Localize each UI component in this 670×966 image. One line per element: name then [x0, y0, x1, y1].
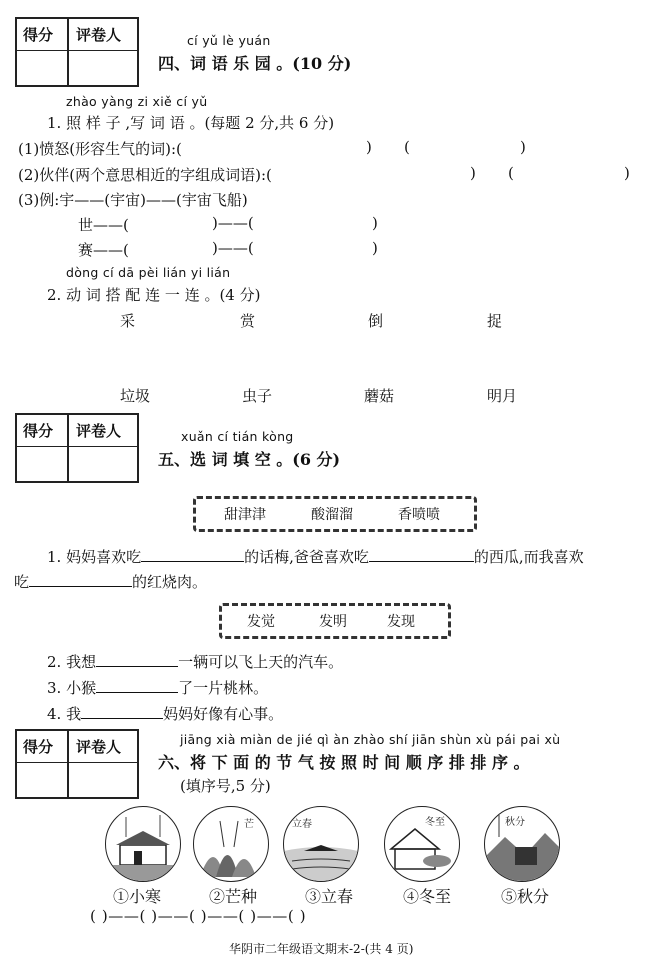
- s2-part: 一辆可以飞上天的汽车。: [178, 653, 344, 671]
- grader-label: 评卷人: [76, 738, 122, 756]
- q2-pinyin: dòng cí dā pèi lián yi lián: [66, 265, 231, 280]
- section6-pinyin: jiāng xià miàn de jié qì àn zhào shí jiān shùn xù pái pai xù: [180, 732, 561, 747]
- solar-term-label: ①小寒: [113, 887, 162, 906]
- q1-item1-open2: (: [404, 138, 410, 156]
- q1-item2-close2: ): [624, 164, 630, 182]
- section4-title: 四、词 语 乐 园 。(10 分): [158, 54, 352, 73]
- section5-title: 五、选 词 填 空 。(6 分): [158, 450, 341, 469]
- fill-blank[interactable]: [96, 652, 178, 667]
- verb-item: 倒: [368, 312, 384, 330]
- svg-text:秋分: 秋分: [505, 817, 525, 828]
- word-option: 发觉: [247, 614, 275, 630]
- fill-blank[interactable]: [81, 704, 163, 719]
- fill-blank[interactable]: [29, 572, 132, 587]
- section6-title: 六、将 下 面 的 节 气 按 照 时 间 顺 序 排 排 序 。: [158, 753, 530, 772]
- q1-item1-close2: ): [520, 138, 526, 156]
- s1-part: 的话梅,爸爸喜欢吃: [244, 548, 369, 566]
- verb-item: 赏: [240, 312, 256, 330]
- s1-part: 的红烧肉。: [132, 573, 208, 591]
- noun-item: 虫子: [242, 387, 273, 405]
- q1-row-b-end: ): [372, 239, 378, 257]
- word-option: 酸溜溜: [311, 507, 353, 523]
- q1-item2-open2: (: [508, 164, 514, 182]
- score-box: [15, 729, 139, 799]
- score-label: 得分: [23, 738, 54, 756]
- s4-part: 4. 我: [47, 705, 82, 723]
- grader-label: 评卷人: [76, 422, 122, 440]
- s1-line1: [47, 546, 584, 567]
- q1-item2-close: ): [470, 164, 476, 182]
- noun-item: 明月: [487, 387, 518, 405]
- s2-part: 2. 我想: [47, 653, 97, 671]
- s3-part: 3. 小猴: [47, 679, 97, 697]
- word-option: 发现: [387, 614, 415, 630]
- fill-blank[interactable]: [141, 547, 244, 562]
- s2-line: [47, 651, 343, 672]
- fill-blank[interactable]: [96, 678, 178, 693]
- fill-blank[interactable]: [369, 547, 474, 562]
- word-option: 发明: [319, 614, 347, 630]
- s1-part: 的西瓜,而我喜欢: [473, 548, 584, 566]
- solar-term-label: ②芒种: [209, 887, 258, 906]
- q1-row-a-mid: )——(: [212, 214, 254, 232]
- autumn-scene-image: [484, 806, 560, 882]
- section4-pinyin: cí yǔ lè yuán: [187, 33, 271, 48]
- score-label: 得分: [23, 26, 54, 44]
- q1-row-a: 世——(: [78, 216, 129, 234]
- q1-item2: (2)伙伴(两个意思相近的字组成词语):(: [18, 166, 272, 184]
- solar-term-label: ③立春: [305, 887, 354, 906]
- q1-item1-close: ): [366, 138, 372, 156]
- verb-item: 采: [120, 312, 136, 330]
- order-answer-row[interactable]: ( )——( )——( )——( )——( ): [90, 907, 307, 925]
- noun-item: 垃圾: [120, 387, 151, 405]
- winter-solstice-image: [384, 806, 460, 882]
- score-box: [15, 413, 139, 483]
- s1-line2: [14, 571, 207, 592]
- noun-item: 蘑菇: [364, 387, 395, 405]
- s4-part: 妈妈好像有心事。: [163, 705, 284, 723]
- word-option: 香喷喷: [398, 507, 440, 523]
- word-choice-box: [193, 496, 477, 532]
- spring-river-image: [283, 806, 359, 882]
- q1-row-b: 赛——(: [78, 241, 129, 259]
- section6-sub: (填序号,5 分): [180, 777, 271, 795]
- word-choice-box: [219, 603, 451, 639]
- wheat-field-image: [193, 806, 269, 882]
- svg-text:芒: 芒: [244, 819, 254, 830]
- section5-pinyin: xuǎn cí tián kòng: [181, 429, 294, 444]
- word-option: 甜津津: [224, 507, 266, 523]
- q1-row-b-mid: )——(: [212, 239, 254, 257]
- q2-text: 2. 动 词 搭 配 连 一 连 。(4 分): [47, 286, 261, 304]
- s4-line: [47, 703, 283, 724]
- svg-text:立春: 立春: [292, 819, 312, 830]
- solar-term-label: ⑤秋分: [501, 887, 550, 906]
- score-label: 得分: [23, 422, 54, 440]
- q1-pinyin: zhào yàng zi xiě cí yǔ: [66, 94, 208, 109]
- s3-line: [47, 677, 268, 698]
- winter-scene-image: [105, 806, 181, 882]
- q1-item1: (1)愤怒(形容生气的词):(: [18, 140, 182, 158]
- s1-part: 1. 妈妈喜欢吃: [47, 548, 142, 566]
- s3-part: 了一片桃林。: [178, 679, 269, 697]
- page-footer: 华阴市二年级语文期末-2-(共 4 页): [229, 942, 414, 956]
- svg-text:冬至: 冬至: [425, 817, 445, 828]
- grader-label: 评卷人: [76, 26, 122, 44]
- q1-row-a-end: ): [372, 214, 378, 232]
- q1-item3: (3)例:宇——(宇宙)——(宇宙飞船): [18, 191, 248, 209]
- s1-part: 吃: [14, 573, 30, 591]
- solar-term-label: ④冬至: [403, 887, 452, 906]
- score-box: [15, 17, 139, 87]
- verb-item: 捉: [487, 312, 503, 330]
- q1-text: 1. 照 样 子 ,写 词 语 。(每题 2 分,共 6 分): [47, 114, 335, 132]
